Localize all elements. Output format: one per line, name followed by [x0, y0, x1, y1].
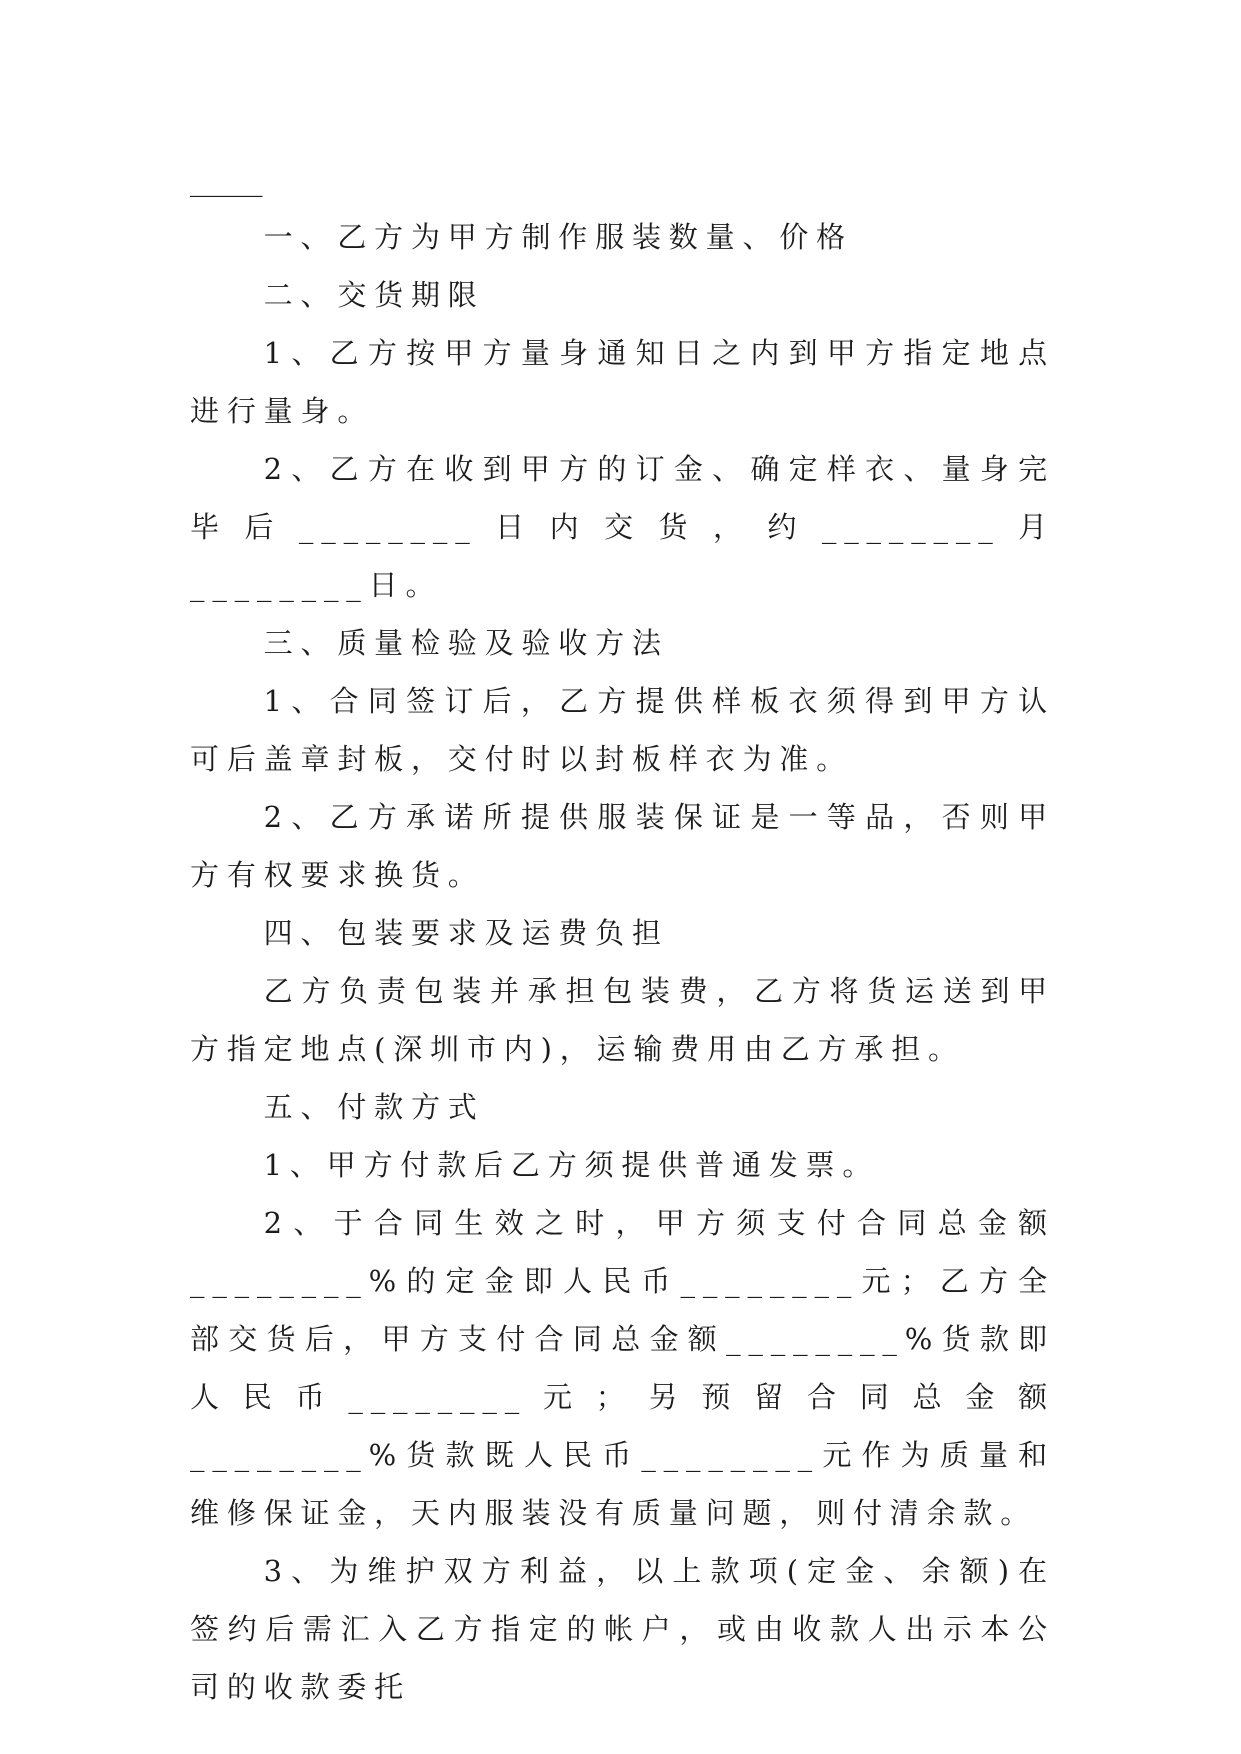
section-5-heading: 五、付款方式	[263, 1090, 485, 1124]
section-4-heading: 四、包装要求及运费负担	[263, 916, 669, 950]
top-underline: _____	[190, 163, 263, 197]
section-3-clause-1: 1、合同签订后，乙方提供样板衣须得到甲方认可后盖章封板，交付时以封板样衣为准。	[190, 684, 1055, 776]
section-1-heading: 一、乙方为甲方制作服装数量、价格	[263, 220, 853, 254]
section-3-clause-2: 2、乙方承诺所提供服装保证是一等品，否则甲方有权要求换货。	[190, 800, 1055, 892]
section-4-body: 乙方负责包装并承担包装费，乙方将货运送到甲方指定地点(深圳市内)，运输费用由乙方承担。	[190, 974, 1055, 1066]
section-5-clause-2: 2、于合同生效之时，甲方须支付合同总金额________%的定金即人民币________元；乙方全部交货后，甲方支付合同总金额________%货款即人民币________元；另预留合同总金额________%货款既人民币________元作为质量和维修保证金，天内服装没有质量问题，则付清余款。	[190, 1206, 1055, 1530]
section-5-clause-3: 3、为维护双方利益，以上款项(定金、余额)在签约后需汇入乙方指定的帐户，或由收款人出示本公司的收款委托	[190, 1554, 1055, 1704]
section-2-heading: 二、交货期限	[263, 278, 485, 312]
section-2-clause-1: 1、乙方按甲方量身通知日之内到甲方指定地点进行量身。	[190, 336, 1055, 428]
document-body	[190, 164, 1055, 1716]
section-3-heading: 三、质量检验及验收方法	[263, 626, 669, 660]
section-5-clause-1: 1、甲方付款后乙方须提供普通发票。	[263, 1148, 880, 1182]
section-2-clause-2: 2、乙方在收到甲方的订金、确定样衣、量身完毕后________日内交货，约________月________日。	[190, 452, 1055, 602]
